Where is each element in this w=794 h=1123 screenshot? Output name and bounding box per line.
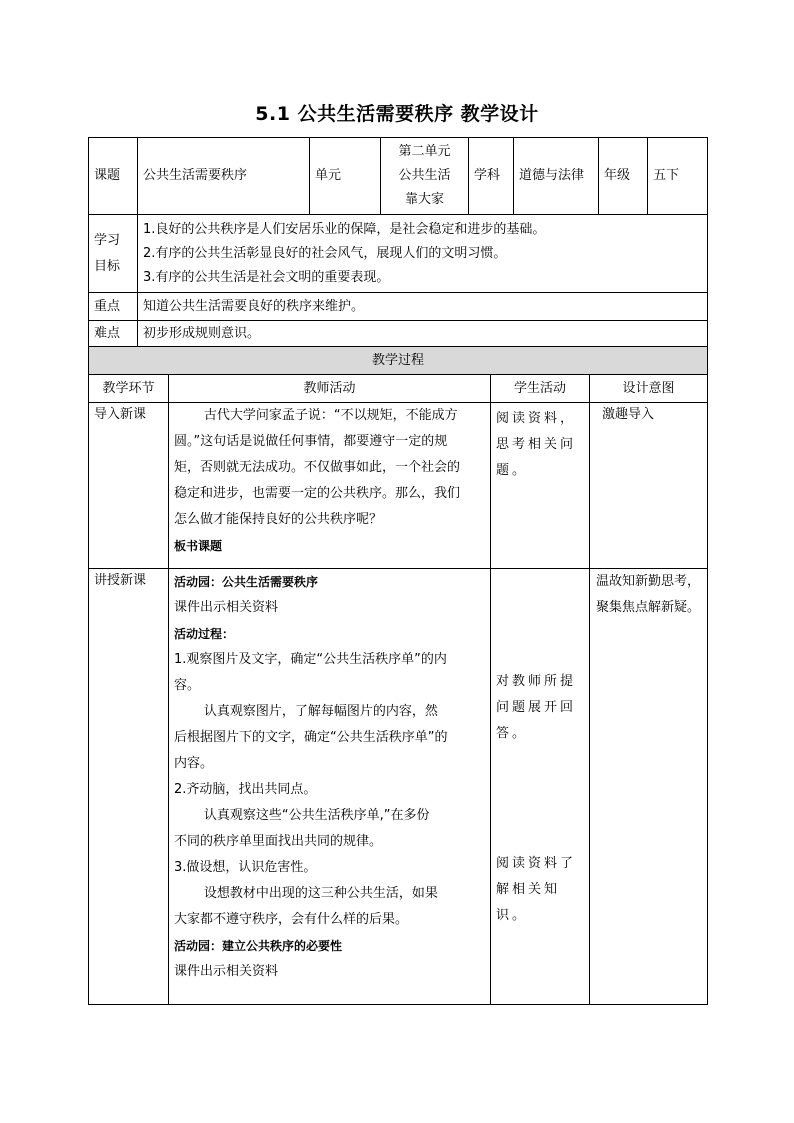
key-point-row — [89, 293, 708, 321]
material2: 课件出示相关资料 — [174, 964, 279, 979]
goal-item: 1.良好的公共秩序是人们安居乐业的保障，是社会稳定和进步的基础。 — [143, 221, 546, 237]
step3: 3.做设想，认识危害性。 — [174, 860, 317, 875]
goals-label — [89, 215, 138, 293]
step1-detail-line: 后根据图片下的文字，确定“公共生活秩序单”的 — [174, 730, 448, 745]
unit-line: 公共生活 — [398, 168, 451, 183]
column-stage: 教学环节 — [89, 375, 169, 403]
intro-student-line: 阅读资料， — [496, 411, 577, 426]
goal-item: 3.有序的公共生活是社会文明的重要表现。 — [143, 269, 390, 285]
lecture-teacher-activity — [169, 569, 491, 1005]
activity1-title: 活动园：公共生活需要秩序 — [174, 575, 319, 589]
lesson-info-table — [88, 137, 708, 347]
lecture-student-activity — [491, 569, 590, 1005]
process-header-row — [89, 347, 708, 375]
intro-student-line: 思考相关问 — [496, 437, 577, 452]
step2-detail-line: 不同的秩序单里面找出共同的规律。 — [174, 834, 383, 849]
column-intent: 设计意图 — [590, 375, 708, 403]
teaching-process-table — [88, 346, 708, 1005]
step2-detail-line: 认真观察这些“公共生活秩序单,”在多份 — [203, 808, 430, 823]
lecture-student-line: 答。 — [496, 726, 529, 741]
subject-label: 学科 — [469, 138, 514, 215]
intro-stage: 导入新课 — [89, 403, 169, 569]
intro-teacher-line: 圆。”这句话是说做任何事情，都要遵守一定的规 — [174, 434, 448, 449]
intro-intent: 激趣导入 — [590, 403, 708, 569]
step1-line: 1.观察图片及文字，确定“公共生活秩序单”的内 — [174, 652, 447, 667]
goals-row — [89, 215, 708, 293]
lecture-student-line: 阅读资料了 — [496, 856, 577, 871]
lecture-student-line: 解相关知识。 — [496, 882, 561, 923]
grade-value: 五下 — [648, 138, 708, 215]
info-row — [89, 138, 708, 215]
process-label: 活动过程： — [174, 627, 235, 641]
lecture-intent-line: 聚集焦点解新疑。 — [596, 600, 701, 615]
column-student: 学生活动 — [491, 375, 590, 403]
step2: 2.齐动脑，找出共同点。 — [174, 782, 317, 797]
goals-label-line: 目标 — [94, 258, 121, 274]
intro-teacher-line: 古代大学问家孟子说：“不以规矩，不能成方 — [203, 408, 458, 423]
subject-value: 道德与法律 — [514, 138, 599, 215]
intro-teacher-line: 稳定和进步，也需要一定的公共秩序。那么，我们 — [174, 486, 461, 501]
goals-label-line: 学习 — [94, 232, 121, 248]
activity2-title: 活动园：建立公共秩序的必要性 — [174, 939, 343, 953]
column-teacher: 教师活动 — [169, 375, 491, 403]
key-point-text: 知道公共生活需要良好的秩序来维护。 — [138, 293, 708, 321]
lecture-intent — [590, 569, 708, 1005]
step3-detail-line: 设想教材中出现的这三种公共生活，如果 — [203, 886, 438, 901]
lecture-student-line: 对教师所提 — [496, 674, 577, 689]
step1-detail-line: 认真观察图片，了解每幅图片的内容，然 — [203, 704, 438, 719]
intro-teacher-line: 矩，否则就无法成功。不仅做事如此，一个社会的 — [174, 460, 461, 475]
goals-list — [138, 215, 708, 293]
goal-item: 2.有序的公共生活彰显良好的社会风气，展现人们的文明习惯。 — [143, 245, 507, 261]
intro-student-line: 题。 — [496, 463, 529, 478]
grade-label: 年级 — [599, 138, 648, 215]
process-header: 教学过程 — [89, 347, 708, 375]
key-point-label: 重点 — [89, 293, 138, 321]
intro-student-activity — [491, 403, 590, 569]
lecture-student-line: 问题展开回 — [496, 700, 577, 715]
lecture-intent-line: 温故知新勤思考， — [596, 574, 701, 589]
step1-line: 容。 — [174, 678, 201, 693]
unit-label: 单元 — [310, 138, 381, 215]
unit-line: 第二单元 — [398, 144, 451, 159]
process-columns-row — [89, 375, 708, 403]
intro-teacher-note: 板书课题 — [174, 539, 223, 553]
topic-label: 课题 — [89, 138, 138, 215]
step3-detail-line: 大家都不遵守秩序，会有什么样的后果。 — [174, 912, 409, 927]
document-title: 5.1 公共生活需要秩序 教学设计 — [255, 103, 539, 125]
difficulty-text: 初步形成规则意识。 — [138, 321, 708, 347]
intro-teacher-line: 怎么做才能保持良好的公共秩序呢？ — [174, 512, 383, 527]
lecture-row — [89, 569, 708, 1005]
topic-value: 公共生活需要秩序 — [138, 138, 310, 215]
unit-line: 靠大家 — [404, 192, 444, 207]
lecture-stage: 讲授新课 — [89, 569, 169, 1005]
difficulty-label: 难点 — [89, 321, 138, 347]
difficulty-row — [89, 321, 708, 347]
unit-value — [381, 138, 469, 215]
intro-teacher-activity — [169, 403, 491, 569]
step1-detail-line: 内容。 — [174, 756, 214, 771]
intro-row — [89, 403, 708, 569]
material1: 课件出示相关资料 — [174, 600, 279, 615]
